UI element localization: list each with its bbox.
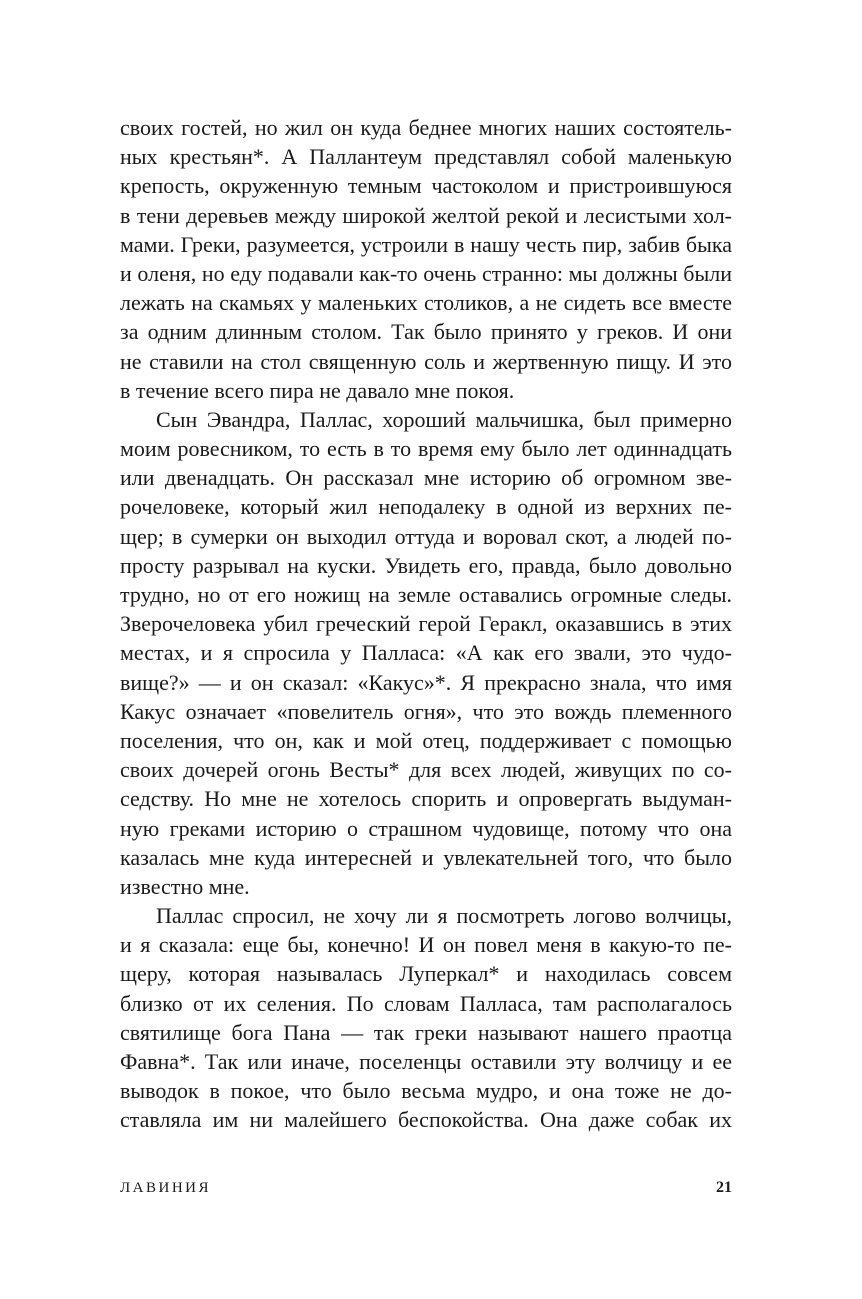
text-line: просту разрывал на куски. Увидеть его, правда, было довольно bbox=[120, 552, 732, 578]
text-line: своих дочерей огонь Весты* для всех людей, живущих по со- bbox=[120, 757, 732, 783]
text-line: близко от их селения. По словам Палласа, там располагалось bbox=[120, 990, 732, 1016]
text-line: рочеловеке, который жил неподалеку в одной из верхних пе- bbox=[120, 494, 732, 520]
text-line: ную греками историю о страшном чудовище, потому что она bbox=[120, 815, 732, 841]
text-line: за одним длинным столом. Так было принято у греков. И они bbox=[120, 319, 732, 345]
text-line: и оленя, но еду подавали как-то очень странно: мы должны были bbox=[120, 260, 732, 286]
running-title: ЛАВИНИЯ bbox=[120, 1180, 212, 1196]
text-line: ных крестьян*. А Паллантеум представлял собой маленькую bbox=[120, 144, 732, 170]
text-line: трудно, но от его ножищ на земле оставались огромные следы. bbox=[120, 582, 732, 607]
text-line: Зверочеловека убил греческий герой Геракл, оказавшись в этих bbox=[120, 611, 732, 637]
text-line: или двенадцать. Он рассказал мне историю об огромном зве- bbox=[120, 465, 732, 491]
text-line: казалась мне куда интересней и увлекательней того, что было bbox=[120, 844, 732, 870]
text-line: в течение всего пира не давало мне покоя. bbox=[120, 377, 515, 403]
text-line: в тени деревьев между широкой желтой рекой и лесистыми хол- bbox=[120, 202, 732, 228]
text-line: щер; в сумерки он выходил оттуда и воровал скот, а людей по- bbox=[120, 523, 732, 549]
body-text bbox=[120, 113, 732, 1135]
text-line: вище?» — и он сказал: «Какус»*. Я прекрасно знала, что имя bbox=[120, 669, 732, 695]
text-line: седству. Но мне не хотелось спорить и опровергать выдуман- bbox=[120, 786, 732, 812]
text-line: Сын Эвандра, Паллас, хороший мальчишка, был примерно bbox=[156, 406, 732, 432]
text-line: своих гостей, но жил он куда беднее многих наших состоятель- bbox=[120, 115, 732, 140]
text-line: святилище бога Пана — так греки называют нашего праотца bbox=[120, 1019, 732, 1045]
page-footer bbox=[120, 1176, 732, 1200]
text-line: Паллас спросил, не хочу ли я посмотреть логово волчицы, bbox=[156, 903, 732, 929]
text-line: Какус означает «повелитель огня», что это вождь племенного bbox=[120, 698, 732, 724]
text-line: известно мне. bbox=[120, 873, 250, 899]
text-line: щеру, которая называлась Луперкал* и находилась совсем bbox=[120, 961, 732, 987]
text-line: моим ровесником, то есть в то время ему было лет одиннадцать bbox=[120, 436, 732, 462]
text-line: поселения, что он, как и мой отец, поддерживает с помощью bbox=[120, 727, 732, 753]
text-line: и я сказала: еще бы, конечно! И он повел меня в какую-то пе- bbox=[120, 932, 732, 958]
text-line: выводок в покое, что было весьма мудро, и она тоже не до- bbox=[120, 1078, 732, 1104]
text-line: Фавна*. Так или иначе, поселенцы оставили эту волчицу и ее bbox=[120, 1049, 732, 1074]
text-line: мами. Греки, разумеется, устроили в нашу честь пир, забив быка bbox=[120, 231, 732, 257]
text-line: местах, и я спросила у Палласа: «А как его звали, это чудо- bbox=[120, 640, 732, 666]
text-line: не ставили на стол священную соль и жертвенную пищу. И это bbox=[120, 348, 732, 374]
text-line: ставляла им ни малейшего беспокойства. Она даже собак их bbox=[120, 1107, 732, 1133]
text-line: крепость, окруженную темным частоколом и пристроившуюся bbox=[120, 173, 732, 199]
page-number: 21 bbox=[716, 1179, 732, 1196]
text-line: лежать на скамьях у маленьких столиков, а не сидеть все вместе bbox=[120, 290, 732, 316]
